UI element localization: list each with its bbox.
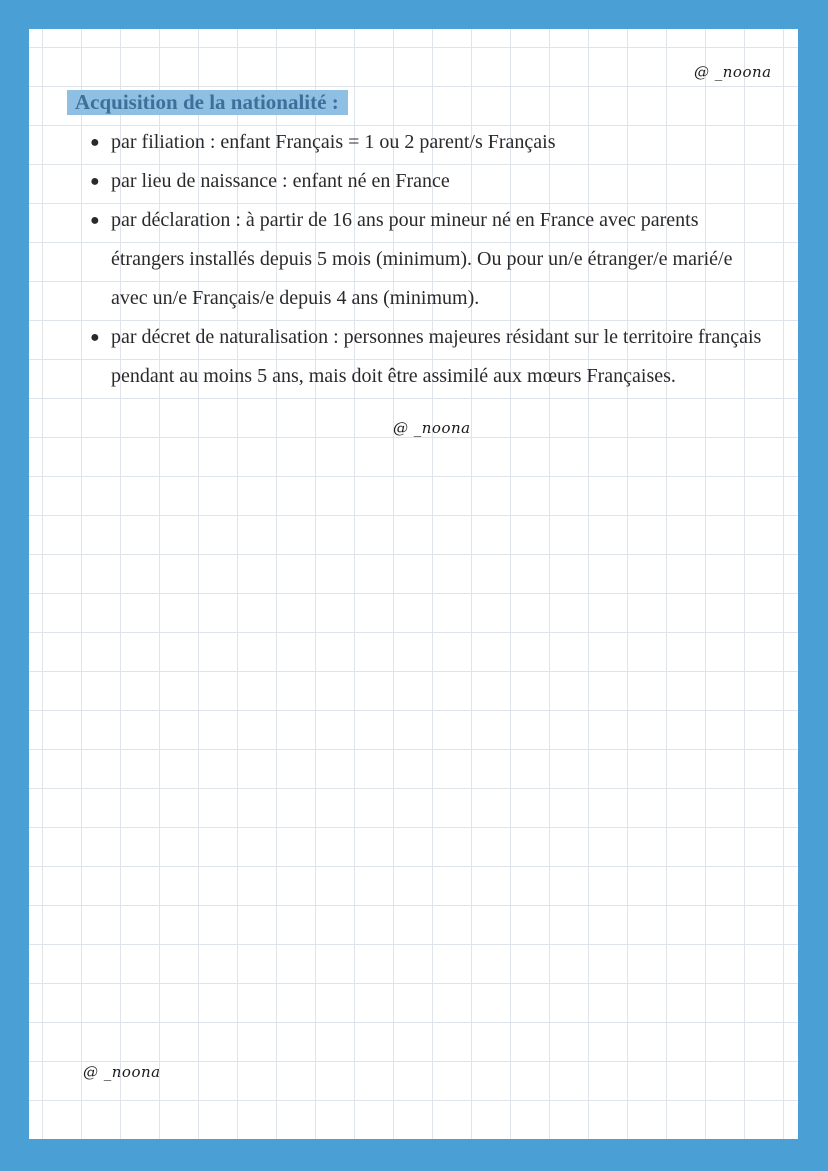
section-heading: Acquisition de la nationalité : (67, 90, 348, 115)
list-item (90, 201, 771, 318)
bullet-icon: ● (90, 329, 100, 346)
list-item-text: par décret de naturalisation : personnes majeures résidant sur le territoire français pendant au moins 5 ans, mais doit être assimilé aux mœurs Françaises. (111, 326, 762, 387)
list-item (90, 318, 771, 396)
watermark-bottom: @ _noona (83, 1063, 161, 1081)
acquisition-list (90, 123, 771, 396)
notebook-page (29, 29, 798, 1139)
bullet-icon: ● (90, 134, 100, 151)
list-item (90, 162, 771, 201)
list-item-text: par déclaration : à partir de 16 ans pour mineur né en France avec parents étrangers installés depuis 5 mois (minimum). Ou pour un/e étranger/e marié/e avec un/e Français/e depuis 4 ans (minimum). (111, 209, 733, 309)
bullet-icon: ● (90, 173, 100, 190)
list-item-text: par lieu de naissance : enfant né en France (111, 170, 450, 192)
bullet-icon: ● (90, 212, 100, 229)
list-item (90, 123, 771, 162)
list-item-text: par filiation : enfant Français = 1 ou 2 parent/s Français (111, 131, 556, 153)
watermark-middle: @ _noona (393, 419, 471, 437)
watermark-top: @ _noona (694, 63, 772, 81)
